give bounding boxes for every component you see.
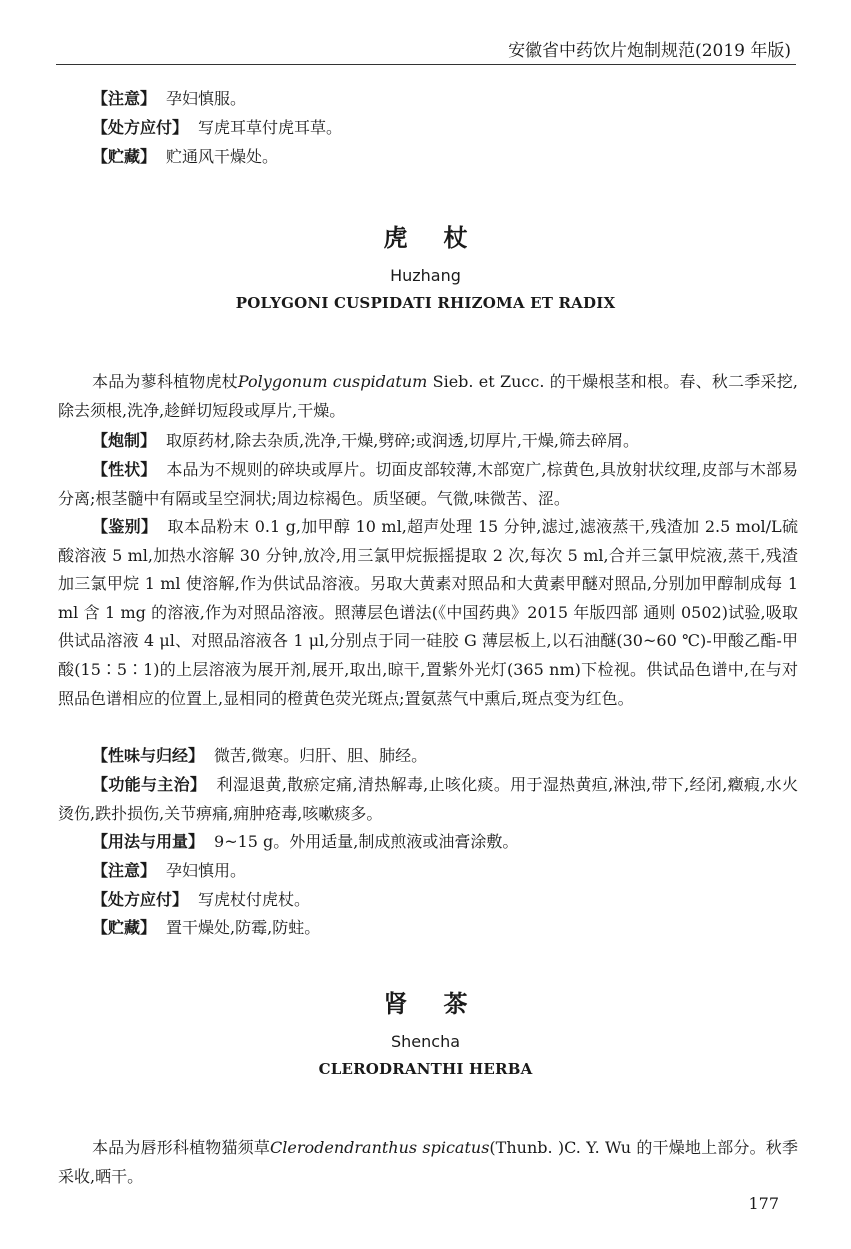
huzhang-title: 虎杖 — [383, 224, 504, 252]
huzhang-identification-label: 【鉴别】 — [92, 517, 158, 536]
prev-storage-text: 贮通风干燥处。 — [166, 147, 279, 166]
prev-prescription — [92, 117, 342, 139]
shencha-intro-part-a: 本品为唇形科植物猫须草 — [92, 1138, 271, 1157]
huzhang-function-text: 利湿退黄,散瘀定痛,清热解毒,止咳化痰。用于湿热黄疸,淋浊,带下,经闭,癥瘕,水火烫伤,跌扑损伤,关节痹痛,痈肿疮毒,咳嗽痰多。 — [58, 775, 798, 823]
prev-caution-label: 【注意】 — [92, 89, 157, 108]
huzhang-caution-label: 【注意】 — [92, 861, 157, 880]
page-number: 177 — [748, 1194, 779, 1213]
huzhang-storage-label: 【贮藏】 — [92, 918, 157, 937]
huzhang-intro-part-a: 本品为蓼科植物虎杖 — [92, 372, 238, 391]
huzhang-species-name: Polygonum cuspidatum — [237, 372, 428, 391]
huzhang-processing-text: 取原药材,除去杂质,洗净,干燥,劈碎;或润透,切厚片,干燥,筛去碎屑。 — [166, 431, 640, 450]
huzhang-usage — [58, 828, 798, 857]
huzhang-caution — [58, 857, 798, 886]
huzhang-storage — [58, 914, 798, 943]
huzhang-character-text: 本品为不规则的碎块或厚片。切面皮部较薄,木部宽广,棕黄色,具放射状纹理,皮部与木部易分离;根茎髓中有隔或呈空洞状;周边棕褐色。质坚硬。气微,味微苦、涩。 — [58, 460, 798, 508]
shencha-title: 肾茶 — [383, 990, 504, 1018]
prev-caution-text: 孕妇慎服。 — [166, 89, 247, 108]
header-rule — [56, 64, 796, 65]
shencha-intro — [58, 1134, 798, 1191]
prev-storage — [92, 146, 278, 168]
huzhang-function-label: 【功能与主治】 — [92, 775, 207, 794]
running-header: 安徽省中药饮片炮制规范(2019 年版) — [508, 41, 791, 61]
huzhang-intro-part-b: Sieb. et Zucc. 的干燥根茎和根。春、秋二季采挖,除去须根,洗净,趁鲜切短段或厚片,干燥。 — [58, 372, 798, 420]
huzhang-processing-label: 【炮制】 — [92, 431, 157, 450]
huzhang-character-label: 【性状】 — [92, 460, 157, 479]
huzhang-prescription-label: 【处方应付】 — [92, 890, 189, 909]
huzhang-pinyin: Huzhang — [390, 266, 461, 285]
huzhang-storage-text: 置干燥处,防霉,防蛀。 — [166, 918, 321, 937]
shencha-intro-part-b: (Thunb. )C. Y. Wu 的干燥地上部分。秋季采收,晒干。 — [58, 1138, 798, 1186]
prev-caution — [92, 88, 246, 110]
shencha-pinyin: Shencha — [390, 1032, 461, 1051]
prev-prescription-label: 【处方应付】 — [92, 118, 189, 137]
shencha-latin-name: CLERODRANTHI HERBA — [318, 1060, 533, 1078]
prev-prescription-text: 写虎耳草付虎耳草。 — [198, 118, 343, 137]
huzhang-intro — [58, 368, 798, 425]
huzhang-prescription-text: 写虎杖付虎杖。 — [198, 890, 311, 909]
huzhang-character — [58, 456, 798, 513]
huzhang-latin-name: POLYGONI CUSPIDATI RHIZOMA ET RADIX — [235, 294, 616, 312]
huzhang-identification — [58, 513, 798, 713]
shencha-species-name: Clerodendranthus spicatus — [270, 1138, 490, 1157]
huzhang-prescription — [58, 886, 798, 915]
huzhang-caution-text: 孕妇慎用。 — [166, 861, 247, 880]
huzhang-function — [58, 771, 798, 828]
huzhang-nature — [58, 742, 798, 771]
huzhang-nature-label: 【性味与归经】 — [92, 746, 205, 765]
huzhang-usage-text: 9~15 g。外用适量,制成煎液或油膏涂敷。 — [214, 832, 519, 851]
huzhang-identification-text: 取本品粉末 0.1 g,加甲醇 10 ml,超声处理 15 分钟,滤过,滤液蒸干,残渣加 2.5 mol/L硫酸溶液 5 ml,加热水溶解 30 分钟,放冷,用三氯甲烷振摇提取 2 次,每次 5 ml,合并三氯甲烷液,蒸干,残渣加三氯甲烷 1 ml 使溶解,作为供试品溶液。另取大黄素对照品和大黄素甲醚对照品,分别加甲醇制成每 1 ml 含 1 mg 的溶液,作为对照品溶液。照薄层色谱法(《中国药典》2015 年版四部 通则 0502)试验,吸取供试品溶液 4 μl、对照品溶液各 1 μl,分别点于同一硅胶 G 薄层板上,以石油醚(30~60 ℃)-甲酸乙酯-甲酸(15∶5∶1)的上层溶液为展开剂,展开,取出,晾干,置紫外光灯(365 nm)下检视。供试品色谱中,在与对照品色谱相应的位置上,显相同的橙黄色荧光斑点;置氨蒸气中熏后,斑点变为红色。 — [58, 517, 798, 708]
huzhang-nature-text: 微苦,微寒。归肝、胆、肺经。 — [214, 746, 428, 765]
huzhang-processing — [58, 427, 798, 456]
huzhang-usage-label: 【用法与用量】 — [92, 832, 205, 851]
prev-storage-label: 【贮藏】 — [92, 147, 157, 166]
